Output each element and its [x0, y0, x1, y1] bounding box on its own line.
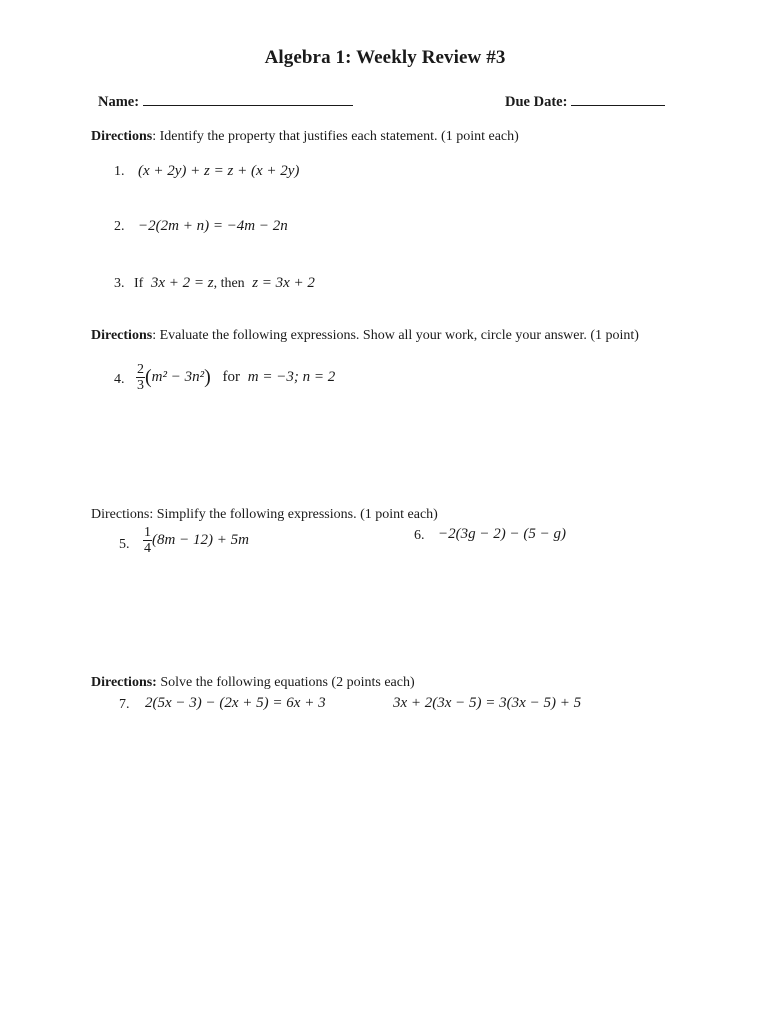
name-blank-line[interactable]	[143, 93, 353, 106]
problem-4-values: m = −3; n = 2	[247, 368, 336, 385]
problem-3	[114, 275, 315, 292]
problem-3-number: 3.	[114, 276, 125, 291]
problem-3-if: If	[134, 276, 144, 291]
problem-2-number: 2.	[114, 219, 125, 234]
directions-identify-property	[91, 129, 519, 145]
page-title: Algebra 1: Weekly Review #3	[264, 47, 506, 68]
problem-5-expression	[143, 525, 249, 556]
due-date-blank-line[interactable]	[571, 93, 665, 106]
problem-6-expression: −2(3g − 2) − (5 − g)	[438, 526, 566, 542]
fraction-denominator: 3	[137, 378, 144, 393]
fraction-numerator: 2	[137, 362, 144, 377]
directions-text: Solve the following equations (2 points each)	[156, 675, 415, 690]
directions-bold-label: Directions	[91, 328, 153, 343]
problem-5-body: (8m − 12) + 5m	[152, 531, 249, 548]
problem-5-fraction	[143, 525, 152, 556]
directions-simplify: Directions: Simplify the following expressions. (1 point each)	[91, 507, 438, 522]
problem-4-number: 4.	[114, 372, 125, 387]
problem-7-number: 7.	[119, 697, 130, 712]
problem-3-expression-a: 3x + 2 = z	[150, 275, 214, 291]
directions-text: : Identify the property that justifies each statement. (1 point each)	[152, 129, 519, 144]
problem-3-expression-b: z = 3x + 2	[252, 275, 315, 291]
problem-6-number: 6.	[414, 528, 425, 543]
fraction-numerator: 1	[144, 525, 151, 540]
directions-bold-label: Directions:	[91, 675, 157, 690]
due-date-field[interactable]	[505, 93, 665, 111]
name-label: Name:	[98, 94, 140, 110]
problem-5-number: 5.	[119, 537, 130, 552]
due-date-label: Due Date:	[505, 94, 568, 110]
problem-4-expression: $\frac{2}{3}$ (m² − 3n²) for m = −3; n = 2	[137, 362, 336, 393]
problem-4-fraction	[136, 362, 145, 393]
directions-solve	[91, 675, 415, 691]
problem-3-then: , then	[213, 276, 245, 291]
problem-1-expression: (x + 2y) + z = z + (x + 2y)	[138, 163, 300, 179]
problem-7-expression: 2(5x − 3) − (2x + 5) = 6x + 3	[145, 695, 326, 711]
fraction-denominator: 4	[144, 541, 151, 556]
directions-text: : Evaluate the following expressions. Show all your work, circle your answer. (1 point)	[152, 328, 639, 343]
problem-4-for: for	[222, 368, 241, 385]
problem-1-number: 1.	[114, 164, 125, 179]
directions-evaluate	[91, 328, 639, 344]
name-field[interactable]	[98, 93, 353, 111]
problem-4-body: m² − 3n²	[151, 368, 205, 385]
problem-8-expression: 3x + 2(3x − 5) = 3(3x − 5) + 5	[393, 695, 582, 711]
directions-bold-label: Directions	[91, 129, 153, 144]
problem-2-expression: −2(2m + n) = −4m − 2n	[138, 218, 288, 234]
